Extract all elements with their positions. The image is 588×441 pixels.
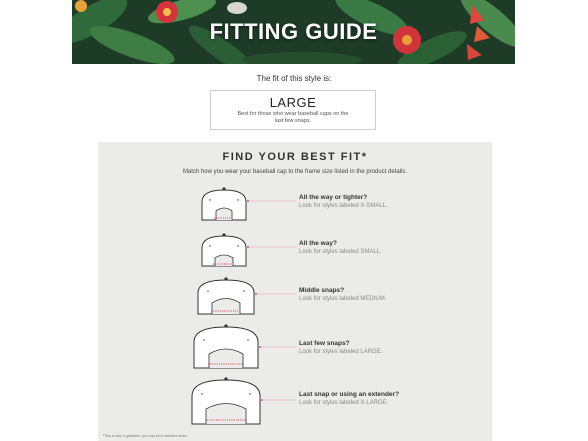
row-title: All the way? <box>299 240 337 247</box>
cap-back-icon <box>98 182 492 226</box>
row-description: Look for styles labeled X-SMALL. <box>299 203 388 209</box>
fit-row-x-small <box>98 182 492 226</box>
cap-back-icon <box>98 322 492 370</box>
row-title: Last snap or using an extender? <box>299 391 400 398</box>
row-description: Look for styles labeled X-LARGE. <box>299 400 389 406</box>
row-title: Middle snaps? <box>299 287 345 294</box>
guide-title: FIND YOUR BEST FIT* <box>222 151 368 163</box>
guide-footnote: *This is only a guideline, you may be in between sizes. <box>103 434 188 438</box>
row-title: All the way or tighter? <box>299 194 368 201</box>
fit-row-medium <box>98 274 492 318</box>
fit-guide-panel <box>98 142 492 441</box>
fit-row-large <box>98 322 492 366</box>
guide-subtitle: Match how you wear your baseball cap to the frame size listed in the product details. <box>182 169 408 175</box>
cap-back-icon <box>98 376 492 426</box>
fit-size-label: LARGE <box>269 95 317 110</box>
row-description: Look for styles labeled LARGE. <box>299 349 383 355</box>
fit-intro-text: The fit of this style is: <box>256 74 332 83</box>
header-banner <box>72 0 515 64</box>
banner-title: FITTING GUIDE <box>209 19 378 44</box>
cap-back-icon <box>98 228 492 272</box>
row-title: Last few snaps? <box>299 340 350 347</box>
fit-size-description: Best for those who wear baseball caps on the last few snaps. <box>237 111 349 124</box>
row-description: Look for styles labeled SMALL. <box>299 249 382 255</box>
fit-size-box <box>210 90 376 130</box>
fit-row-small <box>98 228 492 272</box>
row-description: Look for styles labeled MEDIUM. <box>299 296 387 302</box>
fit-row-x-large <box>98 376 492 420</box>
cap-back-icon <box>98 274 492 318</box>
